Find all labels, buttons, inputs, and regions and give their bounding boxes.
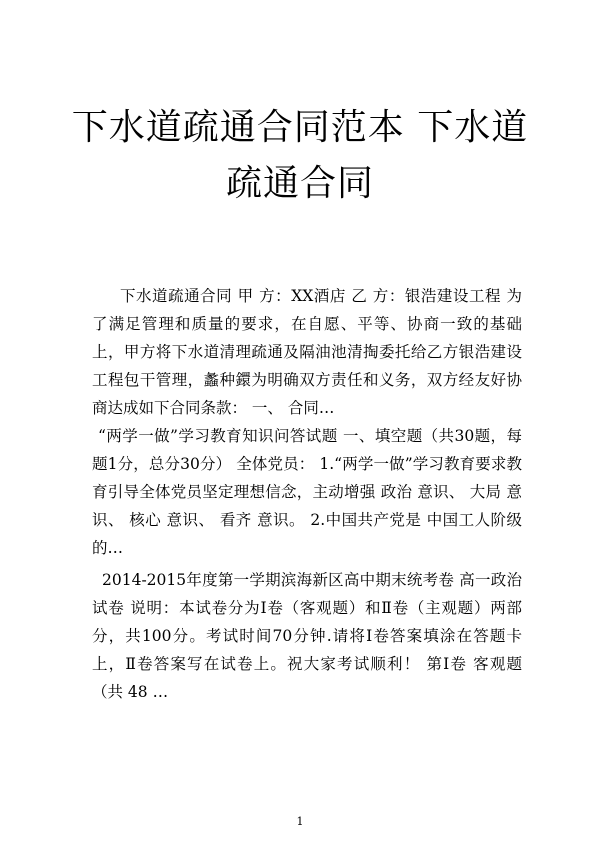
page-number: 1 — [296, 815, 304, 828]
document-body — [92, 282, 522, 706]
paragraph-exam: 2014-2015年度第一学期滨海新区高中期末统考卷 高一政治 试卷 说明：本试卷分为Ⅰ卷（客观题）和Ⅱ卷（主观题）两部分，共100分。考试时间70分钟.请将Ⅰ卷答案填涂在答题卡上，Ⅱ卷答案写在试卷上。祝大家考试顺利！ 第Ⅰ卷 客观题 （共 48 … — [92, 571, 522, 701]
paragraph-contract: 下水道疏通合同 甲 方：XX酒店 乙 方：银浩建设工程 为了满足管理和质量的要求，在自愿、平等、协商一致的基础上，甲方将下水道清理疏通及隔油池清掏委托给乙方银浩建设工程包干管理，蠡种鐶为明确双方责任和义务，双方经友好协商达成如下合同条款： 一、 合同… — [92, 287, 522, 417]
paragraph-quiz: “两学一做”学习教育知识问答试题 一、填空题（共30题，每题1分，总分30分） 全体党员： 1.“两学一做”学习教育要求教育引导全体党员坚定理想信念，主动增强 政治 意识、 大局 意识、 核心 意识、 看齐 意识。 2.中国共产党是 中国工人阶级 的… — [92, 427, 522, 557]
page-title: 下水道疏通合同范本 下水道疏通合同 — [71, 107, 529, 204]
